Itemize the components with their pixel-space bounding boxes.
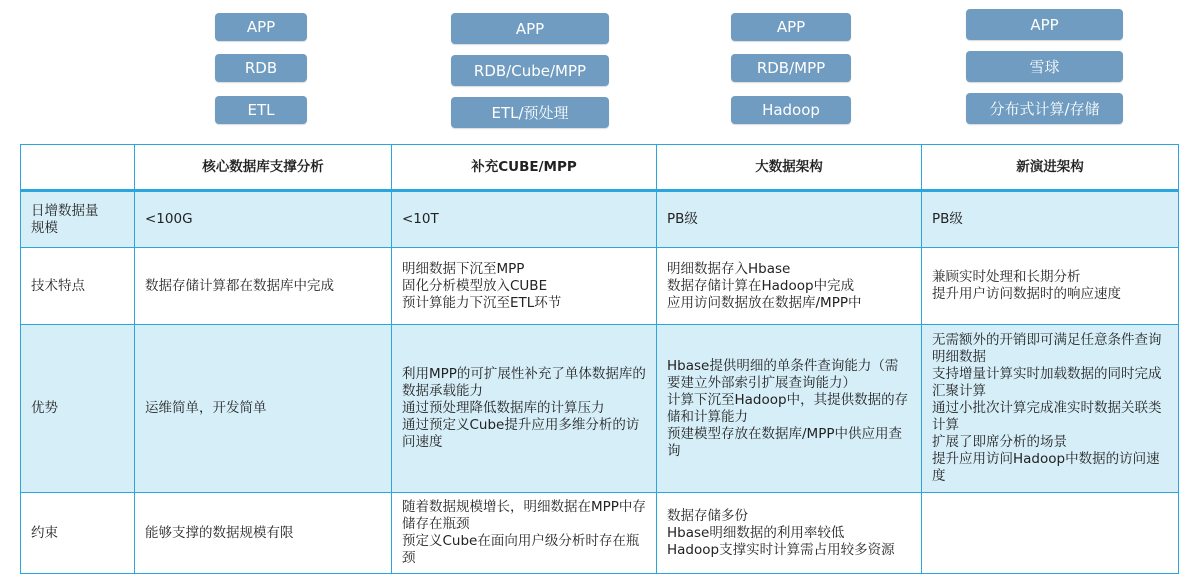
cell-line: 固化分析模型放入CUBE xyxy=(402,277,548,294)
stack3-hadoop-box: Hadoop xyxy=(731,96,851,124)
row-label xyxy=(21,191,135,248)
header-bigdata: 大数据架构 xyxy=(657,145,922,191)
row-label xyxy=(21,493,135,574)
cell-line: <10T xyxy=(402,211,439,227)
cell-line: 数据存储计算都在数据库中完成 xyxy=(145,277,334,294)
cell-cube-mpp xyxy=(392,493,657,574)
row-label xyxy=(21,248,135,325)
cell-bigdata xyxy=(657,493,922,574)
stack4-distributed-box: 分布式计算/存储 xyxy=(966,93,1123,124)
cell-line: PB级 xyxy=(932,211,963,227)
cell-line: 通过小批次计算完成准实时数据关联类计算 xyxy=(932,400,1162,433)
stack2-rdb-box: RDB/Cube/MPP xyxy=(451,55,609,86)
cell-line: 通过预处理降低数据库的计算压力 xyxy=(402,400,605,416)
stack4-snowball-box: 雪球 xyxy=(966,51,1123,82)
stack4-app-box: APP xyxy=(966,9,1123,40)
cell-core-db xyxy=(135,191,392,248)
stack1-etl-box: ETL xyxy=(215,96,307,124)
cell-line: 明细数据存入Hbase xyxy=(667,260,791,277)
cell-line: 计算下沉至Hadoop中，其提供数据的存储和计算能力 xyxy=(667,391,909,425)
cell-line: 数据存储计算在Hadoop中完成 xyxy=(667,277,855,294)
cell-cube-mpp xyxy=(392,191,657,248)
cell-cube-mpp xyxy=(392,325,657,493)
row-advantages xyxy=(21,325,1179,493)
stack3-app-box: APP xyxy=(731,13,851,41)
comparison-table xyxy=(20,144,1179,574)
cell-line: 能够支撑的数据规模有限 xyxy=(145,524,294,541)
cell-line: <100G xyxy=(145,211,193,227)
cell-line: Hbase提供明细的单条件查询能力（需要建立外部索引扩展查询能力） xyxy=(667,357,899,391)
cell-line: 明细数据下沉至MPP xyxy=(402,260,525,277)
cell-line: 数据存储多份 xyxy=(667,507,748,524)
cell-core-db xyxy=(135,248,392,325)
header-core-db: 核心数据库支撑分析 xyxy=(135,145,392,191)
cell-line: 兼顾实时处理和长期分析 xyxy=(932,269,1081,285)
cell-new-arch xyxy=(922,191,1179,248)
cell-new-arch xyxy=(922,325,1179,493)
header-row xyxy=(21,145,1179,191)
cell-line: 利用MPP的可扩展性补充了单体数据库的数据承载能力 xyxy=(402,366,646,399)
cell-bigdata xyxy=(657,191,922,248)
cell-core-db xyxy=(135,493,392,574)
cell-line: 无需额外的开销即可满足任意条件查询明细数据 xyxy=(932,332,1162,365)
cell-new-arch xyxy=(922,493,1179,574)
cell-new-arch xyxy=(922,248,1179,325)
row-constraints xyxy=(21,493,1179,574)
cell-line: 应用访问数据放在数据库/MPP中 xyxy=(667,294,862,311)
cell-line: Hadoop支撑实时计算需占用较多资源 xyxy=(667,541,895,558)
cell-line: 扩展了即席分析的场景 xyxy=(932,434,1067,450)
stack2-etl-box: ETL/预处理 xyxy=(451,97,609,128)
cell-bigdata xyxy=(657,325,922,493)
label-line: 规模 xyxy=(31,219,58,236)
cell-line: 预计算能力下沉至ETL环节 xyxy=(402,294,562,311)
row-label xyxy=(21,325,135,493)
header-cube-mpp: 补充CUBE/MPP xyxy=(392,145,657,191)
cell-line: 预定义Cube在面向用户级分析时存在瓶颈 xyxy=(402,533,640,566)
cell-line: 提升应用访问Hadoop中数据的访问速度 xyxy=(932,451,1160,484)
stack1-app-box: APP xyxy=(215,13,307,41)
cell-line: 通过预定义Cube提升应用多维分析的访问速度 xyxy=(402,417,640,450)
cell-bigdata xyxy=(657,248,922,325)
label-line: 约束 xyxy=(31,524,58,541)
cell-line: 运维简单，开发简单 xyxy=(145,400,267,416)
cell-line: 提升用户访问数据时的响应速度 xyxy=(932,286,1121,302)
label-line: 技术特点 xyxy=(31,277,85,294)
stack1-rdb-box: RDB xyxy=(215,54,307,82)
cell-line: PB级 xyxy=(667,211,698,227)
cell-line: Hbase明细数据的利用率较低 xyxy=(667,524,845,541)
stack2-app-box: APP xyxy=(451,13,609,44)
cell-line: 预建模型存放在数据库/MPP中供应用查询 xyxy=(667,425,902,459)
label-line: 优势 xyxy=(31,400,58,416)
cell-line: 随着数据规模增长，明细数据在MPP中存储存在瓶颈 xyxy=(402,499,646,532)
stack3-rdb-box: RDB/MPP xyxy=(731,54,851,82)
row-tech-features xyxy=(21,248,1179,325)
cell-core-db xyxy=(135,325,392,493)
label-line: 日增数据量 xyxy=(31,202,99,219)
cell-line: 支持增量计算实时加载数据的同时完成汇聚计算 xyxy=(932,366,1162,399)
row-daily-volume xyxy=(21,191,1179,248)
header-corner xyxy=(21,145,135,191)
header-new-arch: 新演进架构 xyxy=(922,145,1179,191)
cell-cube-mpp xyxy=(392,248,657,325)
